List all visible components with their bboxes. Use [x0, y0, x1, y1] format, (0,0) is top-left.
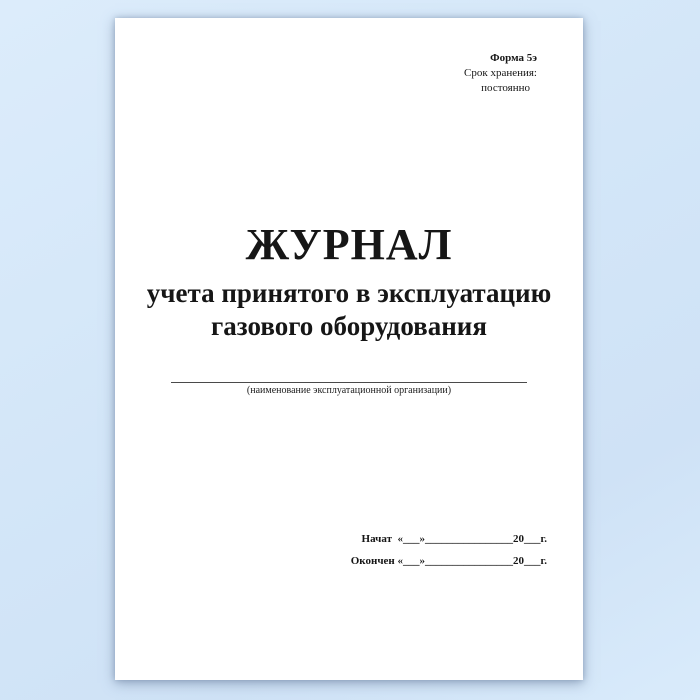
- organization-name-caption: (наименование эксплуатационной организации): [246, 385, 452, 396]
- organization-name-block: [115, 382, 583, 397]
- form-number: Форма 5э: [490, 52, 537, 64]
- document-sheet: [115, 18, 583, 680]
- date-started-line: Начат «___»________________20___г.: [361, 533, 547, 545]
- journal-subtitle-line2: газового оборудования: [211, 311, 487, 341]
- organization-name-blank-line: [171, 382, 527, 383]
- date-finished-line: Окончен «___»________________20___г.: [350, 555, 547, 567]
- dates-block: [351, 528, 547, 572]
- retention-period-value: постоянно: [481, 82, 530, 94]
- retention-period-label: Срок хранения:: [464, 67, 537, 79]
- title-block: [115, 220, 583, 343]
- corner-block: [464, 51, 537, 96]
- journal-title: ЖУРНАЛ: [245, 220, 453, 269]
- journal-subtitle-line1: учета принятого в эксплуатацию: [146, 278, 552, 308]
